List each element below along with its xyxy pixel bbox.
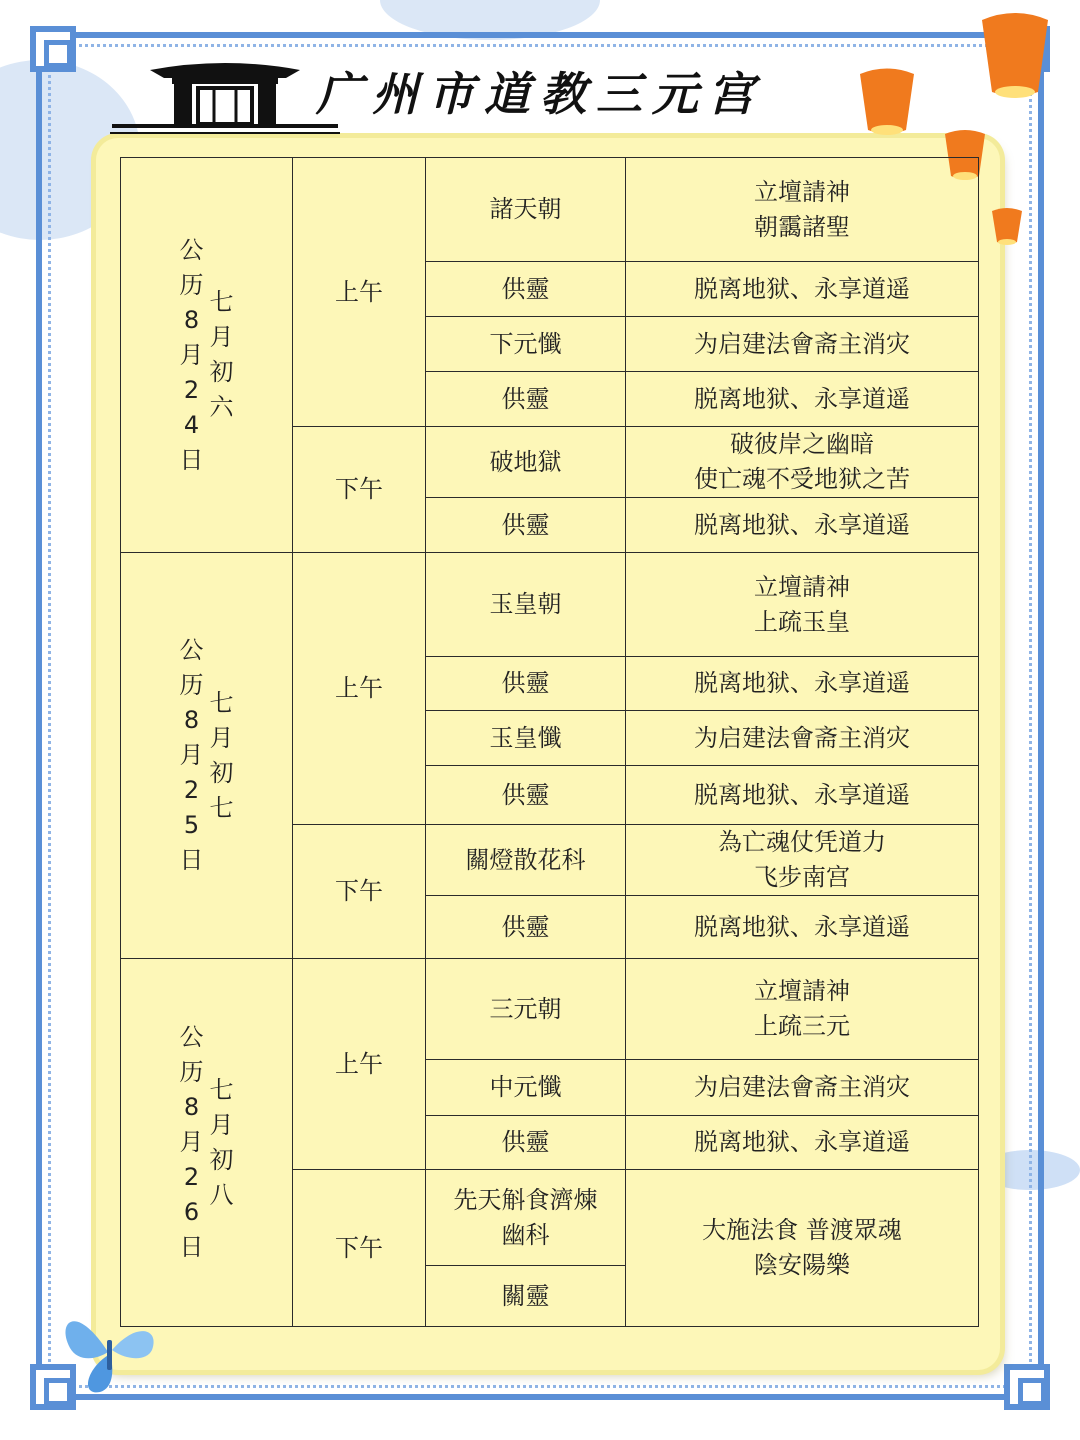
header [70,50,770,138]
date-cell [121,959,293,1327]
purpose-line: 为启建法會斋主消灾 [694,723,910,752]
lunar-date [210,285,234,425]
rite-cell: 玉皇懺 [426,711,626,766]
purpose-cell [626,158,979,262]
date-char: 初 [209,1145,234,1174]
date-char: 六 [209,393,234,421]
date-char: 8 [183,1093,200,1121]
purpose-cell [626,825,979,896]
date-char: 八 [209,1180,234,1209]
purpose-line: 脱离地狱、永享道遥 [694,912,910,941]
date-wrap [121,633,292,878]
table-row [121,158,979,262]
purpose-line: 立壇請神 [754,572,850,601]
rite-cell: 破地獄 [426,427,626,498]
purpose-line: 立壇請神 [754,177,850,206]
purpose-line: 脱离地狱、永享道遥 [694,510,910,539]
table-row [121,553,979,657]
period-cell: 下午 [293,1170,426,1327]
date-char: 6 [183,1198,200,1226]
date-char: 月 [209,723,234,752]
purpose-line: 破彼岸之幽暗 [730,430,874,458]
rite-cell: 供靈 [426,498,626,553]
period-cell: 下午 [293,427,426,553]
gregorian-date [180,1020,204,1265]
rite-cell: 關靈 [426,1266,626,1327]
page-title: 广州市道教三元宫 [316,67,764,121]
date-char: 2 [183,776,200,804]
purpose-line: 脱离地狱、永享道遥 [694,274,910,303]
date-cell [121,158,293,553]
butterfly-icon [56,1302,166,1398]
rite-cell [426,1170,626,1266]
date-char: 初 [209,358,234,386]
gregorian-date [180,633,204,878]
purpose-cell [626,766,979,825]
rite-cell: 供靈 [426,372,626,427]
purpose-cell [626,657,979,711]
purpose-cell [626,262,979,317]
purpose-line: 为启建法會斋主消灾 [694,329,910,358]
date-char: 8 [183,706,200,734]
purpose-cell [626,498,979,553]
purpose-line: 立壇請神 [754,977,850,1005]
rite-cell: 供靈 [426,766,626,825]
rite-cell: 關燈散花科 [426,825,626,896]
date-char: 七 [209,688,234,717]
period-cell: 下午 [293,825,426,959]
purpose-line: 使亡魂不受地狱之苦 [694,465,910,493]
purpose-cell [626,1170,979,1327]
rite-line: 幽科 [501,1220,550,1249]
date-char: 2 [183,1163,200,1191]
date-char: 日 [179,846,204,874]
date-char: 月 [209,323,234,351]
purpose-line: 大施法食 普渡眾魂 [702,1216,902,1244]
date-char: 历 [179,1058,204,1086]
date-char: 日 [179,1233,204,1261]
date-char: 8 [183,305,200,334]
date-char: 月 [209,1110,234,1139]
purpose-line: 脱离地狱、永享道遥 [694,384,910,413]
purpose-line: 上疏三元 [754,1012,850,1040]
rite-cell: 下元懺 [426,317,626,372]
rite-cell: 供靈 [426,896,626,959]
date-char: 七 [209,1075,234,1104]
date-char: 公 [179,235,204,264]
date-char: 七 [209,793,234,822]
date-char: 初 [209,758,234,787]
rite-cell: 三元朝 [426,959,626,1060]
purpose-line: 朝靄諸聖 [754,212,850,241]
lantern-icon [990,206,1024,248]
rite-line: 先天斛食濟煉 [453,1185,598,1214]
date-char: 4 [183,410,200,439]
date-char: 七 [209,288,234,316]
purpose-line: 陰安陽樂 [754,1251,850,1279]
date-wrap [121,1020,292,1265]
purpose-line: 脱离地狱、永享道遥 [694,669,910,697]
period-cell: 上午 [293,553,426,825]
date-char: 公 [179,1023,204,1051]
purpose-line: 脱离地狱、永享道遥 [694,1128,910,1156]
purpose-cell [626,959,979,1060]
date-char: 历 [179,270,204,299]
lantern-icon [856,66,918,140]
date-char: 月 [179,741,204,769]
purpose-line: 上疏玉皇 [754,607,850,636]
temple-icon [110,58,340,134]
date-wrap [121,233,292,478]
rite-cell: 中元懺 [426,1060,626,1116]
lantern-icon [976,10,1054,102]
date-char: 2 [183,375,200,404]
purpose-cell [626,1116,979,1170]
purpose-cell [626,553,979,657]
frame-corner [1004,1364,1050,1410]
period-cell: 上午 [293,158,426,427]
purpose-line: 飞步南宫 [754,863,850,891]
purpose-cell [626,1060,979,1116]
table-row [121,959,979,1060]
purpose-line: 脱离地狱、永享道遥 [694,780,910,809]
date-char: 公 [179,636,204,664]
purpose-cell [626,896,979,959]
ritual-schedule-table [120,157,979,1327]
date-char: 5 [183,811,200,839]
rite-cell: 諸天朝 [426,158,626,262]
purpose-line: 为启建法會斋主消灾 [694,1073,910,1101]
date-char: 月 [179,1128,204,1156]
rite-cell: 供靈 [426,1116,626,1170]
date-char: 月 [179,340,204,369]
period-cell: 上午 [293,959,426,1170]
rite-cell: 供靈 [426,657,626,711]
rite-cell: 玉皇朝 [426,553,626,657]
purpose-cell [626,427,979,498]
date-char: 日 [179,445,204,474]
purpose-cell [626,317,979,372]
lunar-date [210,686,234,826]
date-char: 历 [179,671,204,699]
purpose-cell [626,711,979,766]
schedule-body [121,158,979,1327]
gregorian-date [180,233,204,478]
date-cell [121,553,293,959]
rite-cell: 供靈 [426,262,626,317]
purpose-cell [626,372,979,427]
lunar-date [210,1073,234,1213]
purpose-line: 為亡魂仗凭道力 [718,828,886,856]
